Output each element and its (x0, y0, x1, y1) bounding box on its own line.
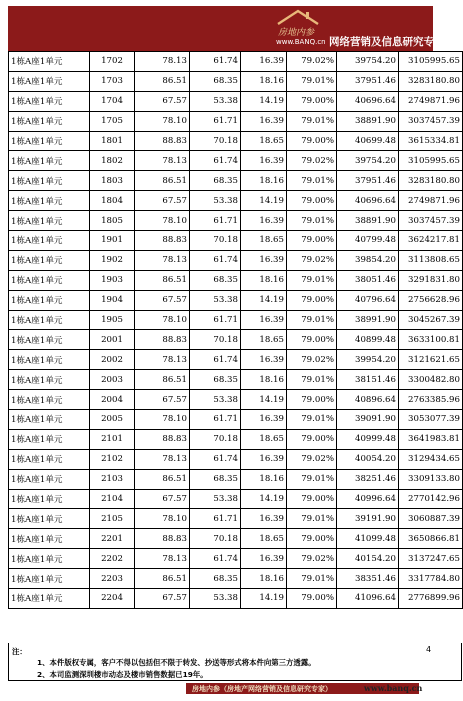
total-price-cell: 2770142.96 (399, 489, 463, 509)
room-number-cell: 1805 (90, 211, 135, 231)
unit-price-cell: 38891.90 (337, 111, 399, 131)
building-unit-cell: 1栋A座1单元 (9, 91, 90, 111)
usable-area-cell: 68.35 (190, 370, 241, 390)
floor-area-cell: 78.13 (135, 151, 190, 171)
room-number-cell: 1803 (90, 171, 135, 191)
building-unit-cell: 1栋A座1单元 (9, 151, 90, 171)
floor-area-cell: 78.13 (135, 350, 190, 370)
efficiency-rate-cell: 79.01% (287, 370, 337, 390)
efficiency-rate-cell: 79.00% (287, 91, 337, 111)
usable-area-cell: 70.18 (190, 529, 241, 549)
total-price-cell: 2749871.96 (399, 191, 463, 211)
efficiency-rate-cell: 79.01% (287, 509, 337, 529)
shared-area-cell: 16.39 (241, 310, 287, 330)
room-number-cell: 2102 (90, 449, 135, 469)
usable-area-cell: 68.35 (190, 569, 241, 589)
efficiency-rate-cell: 79.00% (287, 529, 337, 549)
efficiency-rate-cell: 79.00% (287, 290, 337, 310)
usable-area-cell: 70.18 (190, 131, 241, 151)
table-row (9, 111, 463, 131)
table-row (9, 71, 463, 91)
unit-price-cell: 40996.64 (337, 489, 399, 509)
table-row (9, 91, 463, 111)
table-row (9, 410, 463, 430)
building-unit-cell: 1栋A座1单元 (9, 410, 90, 430)
table-row (9, 370, 463, 390)
room-number-cell: 2202 (90, 549, 135, 569)
unit-price-cell: 39754.20 (337, 151, 399, 171)
table-row (9, 52, 463, 72)
building-unit-cell: 1栋A座1单元 (9, 330, 90, 350)
building-unit-cell: 1栋A座1单元 (9, 449, 90, 469)
usable-area-cell: 61.74 (190, 350, 241, 370)
table-row (9, 151, 463, 171)
building-unit-cell: 1栋A座1单元 (9, 350, 90, 370)
table-row (9, 310, 463, 330)
table-row (9, 191, 463, 211)
floor-area-cell: 67.57 (135, 290, 190, 310)
unit-price-cell: 39091.90 (337, 410, 399, 430)
building-unit-cell: 1栋A座1单元 (9, 191, 90, 211)
unit-price-cell: 38351.46 (337, 569, 399, 589)
usable-area-cell: 61.74 (190, 549, 241, 569)
total-price-cell: 3105995.65 (399, 52, 463, 72)
table-row (9, 250, 463, 270)
total-price-cell: 3309133.80 (399, 469, 463, 489)
building-unit-cell: 1栋A座1单元 (9, 429, 90, 449)
total-price-cell: 3283180.80 (399, 71, 463, 91)
room-number-cell: 1904 (90, 290, 135, 310)
shared-area-cell: 18.65 (241, 330, 287, 350)
total-price-cell: 3317784.80 (399, 569, 463, 589)
floor-area-cell: 88.83 (135, 330, 190, 350)
usable-area-cell: 61.74 (190, 52, 241, 72)
unit-price-cell: 38891.90 (337, 211, 399, 231)
room-number-cell: 2103 (90, 469, 135, 489)
house-roof-icon (276, 8, 320, 26)
unit-price-cell: 40696.64 (337, 91, 399, 111)
unit-price-cell: 37951.46 (337, 71, 399, 91)
shared-area-cell: 14.19 (241, 589, 287, 609)
unit-price-cell: 39854.20 (337, 250, 399, 270)
floor-area-cell: 88.83 (135, 131, 190, 151)
shared-area-cell: 18.65 (241, 231, 287, 251)
shared-area-cell: 14.19 (241, 390, 287, 410)
floor-area-cell: 78.10 (135, 111, 190, 131)
building-unit-cell: 1栋A座1单元 (9, 589, 90, 609)
shared-area-cell: 18.16 (241, 569, 287, 589)
unit-price-cell: 38991.90 (337, 310, 399, 330)
efficiency-rate-cell: 79.01% (287, 310, 337, 330)
efficiency-rate-cell: 79.00% (287, 231, 337, 251)
table-row (9, 429, 463, 449)
logo-url-text: www.BANQ.cn (276, 38, 326, 46)
shared-area-cell: 16.39 (241, 211, 287, 231)
usable-area-cell: 70.18 (190, 429, 241, 449)
table-row (9, 131, 463, 151)
efficiency-rate-cell: 79.01% (287, 211, 337, 231)
shared-area-cell: 16.39 (241, 509, 287, 529)
total-price-cell: 2749871.96 (399, 91, 463, 111)
notes-section (8, 643, 462, 681)
room-number-cell: 2204 (90, 589, 135, 609)
room-number-cell: 1901 (90, 231, 135, 251)
unit-price-cell: 40154.20 (337, 549, 399, 569)
table-row (9, 489, 463, 509)
table-row (9, 290, 463, 310)
efficiency-rate-cell: 79.00% (287, 429, 337, 449)
floor-area-cell: 78.10 (135, 310, 190, 330)
footer-url: www.banq.cn (364, 683, 423, 693)
floor-area-cell: 88.83 (135, 529, 190, 549)
total-price-cell: 3615334.81 (399, 131, 463, 151)
usable-area-cell: 70.18 (190, 330, 241, 350)
table-row (9, 549, 463, 569)
floor-area-cell: 67.57 (135, 589, 190, 609)
floor-area-cell: 78.13 (135, 549, 190, 569)
unit-price-cell: 41096.64 (337, 589, 399, 609)
building-unit-cell: 1栋A座1单元 (9, 290, 90, 310)
table-row (9, 231, 463, 251)
total-price-cell: 3060887.39 (399, 509, 463, 529)
table-row (9, 509, 463, 529)
efficiency-rate-cell: 79.02% (287, 549, 337, 569)
total-price-cell: 2776899.96 (399, 589, 463, 609)
floor-area-cell: 78.13 (135, 250, 190, 270)
usable-area-cell: 61.74 (190, 449, 241, 469)
brand-logo (270, 8, 330, 48)
building-unit-cell: 1栋A座1单元 (9, 131, 90, 151)
total-price-cell: 3037457.39 (399, 211, 463, 231)
usable-area-cell: 70.18 (190, 231, 241, 251)
table-row (9, 211, 463, 231)
room-number-cell: 2001 (90, 330, 135, 350)
table-row (9, 390, 463, 410)
usable-area-cell: 61.74 (190, 151, 241, 171)
efficiency-rate-cell: 79.00% (287, 489, 337, 509)
floor-area-cell: 67.57 (135, 390, 190, 410)
page-number: 4 (426, 645, 432, 654)
usable-area-cell: 61.71 (190, 310, 241, 330)
efficiency-rate-cell: 79.01% (287, 171, 337, 191)
usable-area-cell: 61.71 (190, 509, 241, 529)
floor-area-cell: 78.10 (135, 410, 190, 430)
room-number-cell: 1704 (90, 91, 135, 111)
header-banner (8, 6, 445, 51)
efficiency-rate-cell: 79.01% (287, 569, 337, 589)
building-unit-cell: 1栋A座1单元 (9, 390, 90, 410)
shared-area-cell: 18.65 (241, 131, 287, 151)
floor-area-cell: 86.51 (135, 469, 190, 489)
room-number-cell: 1703 (90, 71, 135, 91)
shared-area-cell: 14.19 (241, 91, 287, 111)
shared-area-cell: 16.39 (241, 250, 287, 270)
building-unit-cell: 1栋A座1单元 (9, 509, 90, 529)
footer-text: 房地内参（房地产网络营销及信息研究专家） (192, 684, 332, 693)
shared-area-cell: 16.39 (241, 52, 287, 72)
total-price-cell: 3641983.81 (399, 429, 463, 449)
shared-area-cell: 16.39 (241, 350, 287, 370)
shared-area-cell: 18.16 (241, 270, 287, 290)
usable-area-cell: 53.38 (190, 191, 241, 211)
floor-area-cell: 78.10 (135, 211, 190, 231)
room-number-cell: 2105 (90, 509, 135, 529)
total-price-cell: 3137247.65 (399, 549, 463, 569)
room-number-cell: 2203 (90, 569, 135, 589)
table-row (9, 171, 463, 191)
efficiency-rate-cell: 79.02% (287, 52, 337, 72)
usable-area-cell: 53.38 (190, 390, 241, 410)
room-number-cell: 2201 (90, 529, 135, 549)
efficiency-rate-cell: 79.01% (287, 111, 337, 131)
sales-data-table (8, 51, 463, 609)
total-price-cell: 3624217.81 (399, 231, 463, 251)
unit-price-cell: 40899.48 (337, 330, 399, 350)
floor-area-cell: 67.57 (135, 191, 190, 211)
efficiency-rate-cell: 79.02% (287, 151, 337, 171)
shared-area-cell: 16.39 (241, 111, 287, 131)
floor-area-cell: 78.10 (135, 509, 190, 529)
usable-area-cell: 68.35 (190, 71, 241, 91)
usable-area-cell: 53.38 (190, 91, 241, 111)
building-unit-cell: 1栋A座1单元 (9, 310, 90, 330)
building-unit-cell: 1栋A座1单元 (9, 469, 90, 489)
table-row (9, 330, 463, 350)
usable-area-cell: 53.38 (190, 589, 241, 609)
unit-price-cell: 41099.48 (337, 529, 399, 549)
total-price-cell: 3037457.39 (399, 111, 463, 131)
building-unit-cell: 1栋A座1单元 (9, 270, 90, 290)
unit-price-cell: 40699.48 (337, 131, 399, 151)
shared-area-cell: 18.16 (241, 171, 287, 191)
unit-price-cell: 38151.46 (337, 370, 399, 390)
room-number-cell: 2104 (90, 489, 135, 509)
table-row (9, 569, 463, 589)
floor-area-cell: 86.51 (135, 71, 190, 91)
room-number-cell: 2005 (90, 410, 135, 430)
table-row (9, 469, 463, 489)
floor-area-cell: 88.83 (135, 429, 190, 449)
efficiency-rate-cell: 79.00% (287, 191, 337, 211)
total-price-cell: 3291831.80 (399, 270, 463, 290)
floor-area-cell: 86.51 (135, 270, 190, 290)
efficiency-rate-cell: 79.00% (287, 330, 337, 350)
floor-area-cell: 67.57 (135, 489, 190, 509)
notes-label: 注： (12, 647, 27, 656)
shared-area-cell: 16.39 (241, 410, 287, 430)
unit-price-cell: 38051.46 (337, 270, 399, 290)
efficiency-rate-cell: 79.02% (287, 350, 337, 370)
unit-price-cell: 40799.48 (337, 231, 399, 251)
room-number-cell: 2002 (90, 350, 135, 370)
unit-price-cell: 38251.46 (337, 469, 399, 489)
room-number-cell: 2101 (90, 429, 135, 449)
efficiency-rate-cell: 79.01% (287, 71, 337, 91)
shared-area-cell: 16.39 (241, 151, 287, 171)
building-unit-cell: 1栋A座1单元 (9, 250, 90, 270)
room-number-cell: 1705 (90, 111, 135, 131)
efficiency-rate-cell: 79.00% (287, 131, 337, 151)
total-price-cell: 2756628.96 (399, 290, 463, 310)
total-price-cell: 3105995.65 (399, 151, 463, 171)
building-unit-cell: 1栋A座1单元 (9, 52, 90, 72)
unit-price-cell: 40696.64 (337, 191, 399, 211)
usable-area-cell: 61.71 (190, 410, 241, 430)
shared-area-cell: 18.16 (241, 71, 287, 91)
building-unit-cell: 1栋A座1单元 (9, 231, 90, 251)
room-number-cell: 1801 (90, 131, 135, 151)
usable-area-cell: 61.74 (190, 250, 241, 270)
floor-area-cell: 67.57 (135, 91, 190, 111)
table-row (9, 449, 463, 469)
building-unit-cell: 1栋A座1单元 (9, 549, 90, 569)
shared-area-cell: 18.65 (241, 529, 287, 549)
building-unit-cell: 1栋A座1单元 (9, 569, 90, 589)
building-unit-cell: 1栋A座1单元 (9, 171, 90, 191)
total-price-cell: 3650866.81 (399, 529, 463, 549)
floor-area-cell: 86.51 (135, 569, 190, 589)
room-number-cell: 2004 (90, 390, 135, 410)
building-unit-cell: 1栋A座1单元 (9, 370, 90, 390)
room-number-cell: 1804 (90, 191, 135, 211)
usable-area-cell: 53.38 (190, 290, 241, 310)
usable-area-cell: 53.38 (190, 489, 241, 509)
unit-price-cell: 40999.48 (337, 429, 399, 449)
building-unit-cell: 1栋A座1单元 (9, 529, 90, 549)
total-price-cell: 3300482.80 (399, 370, 463, 390)
total-price-cell: 3283180.80 (399, 171, 463, 191)
total-price-cell: 3121621.65 (399, 350, 463, 370)
floor-area-cell: 78.13 (135, 449, 190, 469)
efficiency-rate-cell: 79.01% (287, 270, 337, 290)
shared-area-cell: 16.39 (241, 449, 287, 469)
usable-area-cell: 68.35 (190, 469, 241, 489)
room-number-cell: 1702 (90, 52, 135, 72)
efficiency-rate-cell: 79.00% (287, 589, 337, 609)
unit-price-cell: 40796.64 (337, 290, 399, 310)
table-row (9, 529, 463, 549)
building-unit-cell: 1栋A座1单元 (9, 211, 90, 231)
total-price-cell: 3129434.65 (399, 449, 463, 469)
usable-area-cell: 68.35 (190, 270, 241, 290)
building-unit-cell: 1栋A座1单元 (9, 111, 90, 131)
unit-price-cell: 37951.46 (337, 171, 399, 191)
efficiency-rate-cell: 79.02% (287, 250, 337, 270)
shared-area-cell: 18.16 (241, 370, 287, 390)
total-price-cell: 3113808.65 (399, 250, 463, 270)
total-price-cell: 3633100.81 (399, 330, 463, 350)
room-number-cell: 1903 (90, 270, 135, 290)
unit-price-cell: 39954.20 (337, 350, 399, 370)
efficiency-rate-cell: 79.00% (287, 390, 337, 410)
floor-area-cell: 86.51 (135, 370, 190, 390)
table-row (9, 589, 463, 609)
shared-area-cell: 16.39 (241, 549, 287, 569)
shared-area-cell: 14.19 (241, 489, 287, 509)
table-row (9, 350, 463, 370)
room-number-cell: 1802 (90, 151, 135, 171)
efficiency-rate-cell: 79.02% (287, 449, 337, 469)
shared-area-cell: 18.65 (241, 429, 287, 449)
unit-price-cell: 39754.20 (337, 52, 399, 72)
floor-area-cell: 88.83 (135, 231, 190, 251)
efficiency-rate-cell: 79.01% (287, 469, 337, 489)
room-number-cell: 1905 (90, 310, 135, 330)
total-price-cell: 2763385.96 (399, 390, 463, 410)
usable-area-cell: 61.71 (190, 211, 241, 231)
total-price-cell: 3053077.39 (399, 410, 463, 430)
usable-area-cell: 61.71 (190, 111, 241, 131)
unit-price-cell: 40896.64 (337, 390, 399, 410)
logo-chinese-text: 房地内参 (278, 28, 315, 38)
unit-price-cell: 40054.20 (337, 449, 399, 469)
header-title: 网络营销及信息研究专家 (329, 36, 445, 48)
usable-area-cell: 68.35 (190, 171, 241, 191)
shared-area-cell: 18.16 (241, 469, 287, 489)
efficiency-rate-cell: 79.01% (287, 410, 337, 430)
building-unit-cell: 1栋A座1单元 (9, 489, 90, 509)
unit-price-cell: 39191.90 (337, 509, 399, 529)
note-item: 1、本件版权专属，客户不得以包括但不限于转发、抄送等形式将本件向第三方透露。 (37, 658, 316, 667)
room-number-cell: 2003 (90, 370, 135, 390)
total-price-cell: 3045267.39 (399, 310, 463, 330)
shared-area-cell: 14.19 (241, 191, 287, 211)
table-body (9, 52, 463, 609)
room-number-cell: 1902 (90, 250, 135, 270)
table-row (9, 270, 463, 290)
building-unit-cell: 1栋A座1单元 (9, 71, 90, 91)
floor-area-cell: 78.13 (135, 52, 190, 72)
floor-area-cell: 86.51 (135, 171, 190, 191)
shared-area-cell: 14.19 (241, 290, 287, 310)
note-item: 2、本司监测深圳楼市动态及楼市销售数据已19年。 (37, 670, 208, 679)
